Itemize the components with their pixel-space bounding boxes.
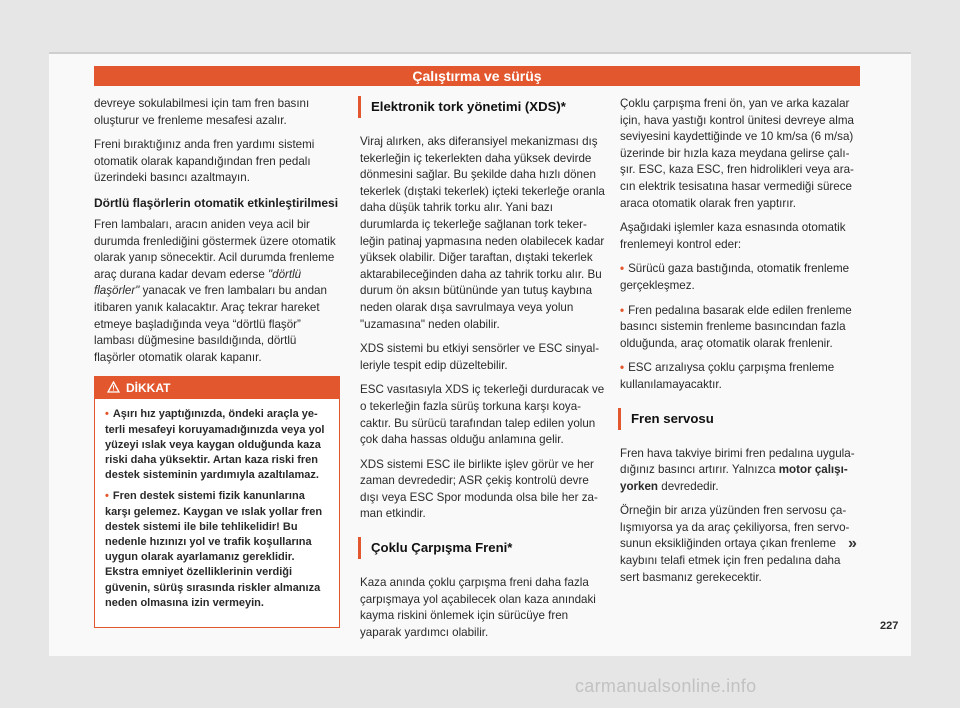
text: devrededir. [658, 479, 719, 493]
continue-marker: » [848, 535, 857, 552]
chapter-header: Çalıştırma ve sürüş [94, 66, 860, 86]
list-item [620, 303, 860, 353]
paragraph: Aşağıdaki işlemler kaza esnasında otomatik frenlemeyi kontrol eder: [620, 221, 846, 251]
list-item [620, 360, 860, 393]
list-item-text: Sürücü gaza bastığında, otomatik frenleme gerçekleşmez. [620, 262, 850, 292]
warning-item [105, 489, 329, 611]
text: Fren hava takviye birimi fren pedalına uyguladığınız basıncı artırır. Yalnızca [620, 446, 855, 477]
list-item-text: Fren pedalına basarak elde edilen frenleme basıncı sistemin frenleme basıncından fazla olduğunda, araç otomatik olarak frenlenir. [620, 303, 852, 350]
subheading-hazard-lights: Dörtlü flaşörlerin otomatik etkinleştirilmesi [94, 195, 339, 210]
text: Fren lambaları, aracın aniden veya acil bir durumda frenlediğini göstermek üzere otomatik olarak yanıp sönecektir. Acil durumda frenleme araç durana kadar devam ederse [94, 217, 336, 281]
paragraph: Kaza anında çoklu çarpışma freni daha fazla çarpışmaya yol açabilecek olan kaza anındaki kayma riskini önlemek için sürücüye fren yaparak yardımcı olabilir. [360, 576, 596, 639]
paragraph: Freni bıraktığınız anda fren yardımı sistemi otomatik olarak kapandığından fren pedalı üzerindeki basıncı azaltmayın. [94, 138, 315, 185]
list-item-text: ESC arızalıysa çoklu çarpışma frenleme kullanılamayacaktır. [620, 361, 835, 391]
text: yanacak ve fren lambaları bu andan itibaren yanık kalacaktır. Araç tekrar hareket etmeye başladığında veya “dörtlü flaşör” lambası düğmesine basıldığında, dörtlü flaşörler otomatik olarak kapanır. [94, 284, 327, 364]
paragraph: Çoklu çarpışma freni ön, yan ve arka kazalar için, hava yastığı kontrol ünitesi devreye alma seviyesini kaydettiğinde ve 10 km/sa (6 m/sa) üzerinde bir hızla kaza meydana gelirse çalışır. ESC, kaza ESC, fren hidrolikleri veya aracın elektrik tesisatına hasar vermediği sürece araca otomatik olarak fren yaptırır. [620, 97, 854, 210]
top-rule [49, 52, 911, 54]
paragraph-hazard-lights [94, 217, 340, 366]
paragraph: Viraj alırken, aks diferansiyel mekanizması dış tekerleğin iç tekerlekten daha yüksek devirde dönmesini sağlar. Bu şekilde daha hızlı dönen tekerlek (dıştaki tekerlek) içteki tekerleğe oranla daha düşük tahrik torku alır. Yani bazı durumlarda iç tekerleğe sağlanan tork tekerleğin patinaj yapmasına neden olabilecek kadar yüksek olabilir. Diğer taraftan, dıştaki tekerlek aktarabileceğinden daha az tahrik torku alır. Bu durum ön aksın bütününde yan tutuş kaybına neden olarak dışa savrulmaya veya yolun "uzamasına" neden olabilir. [360, 135, 605, 331]
warning-title: DİKKAT [126, 381, 171, 396]
list-item [620, 261, 860, 294]
bold-text: motor çalışıyorken [620, 463, 848, 493]
bullet-icon: • [620, 361, 625, 375]
paragraph: Örneğin bir arıza yüzünden fren servosu çalışmıyorsa ya da araç çekiliyorsa, fren servosunun eksikliğinden ortaya çıkan frenleme kaybını telafi etmek için fren pedalına daha sert basmanız gerekecektir. [620, 504, 850, 584]
column-right [620, 96, 860, 594]
warning-item-text: Aşırı hız yaptığınızda, öndeki araçla yeterli mesafeyi koruyamadığınızda veya yol yüzeyi ıslak veya kaygan olduğunda kaza riski daha yüksektir. Artan kaza riski fren destek sisteminin yardımıyla azaltılamaz. [105, 408, 325, 482]
emphasis-text: "dörtlü flaşörler" [94, 267, 302, 298]
bullet-icon: • [620, 303, 625, 317]
bullet-icon: • [105, 490, 109, 503]
section-heading-brake-servo: Fren servosu [618, 408, 860, 430]
bullet-icon: • [620, 262, 625, 276]
paragraph [620, 446, 860, 496]
paragraph: devreye sokulabilmesi için tam fren basını oluşturur ve frenleme mesafesi azalır. [94, 97, 310, 127]
paragraph: XDS sistemi ESC ile birlikte işlev görür ve her zaman devrededir; ASR çekiş kontrolü devre dışı veya ESC Spor modunda olsa bile her zaman etkindir. [360, 457, 598, 521]
warning-header [95, 377, 339, 399]
column-middle [360, 96, 606, 649]
watermark: carmanualsonline.info [575, 676, 757, 696]
warning-triangle-icon [107, 378, 120, 400]
page-number: 227 [880, 620, 899, 632]
warning-item [105, 407, 329, 483]
warning-body [95, 399, 339, 627]
paragraph: ESC vasıtasıyla XDS iç tekerleği durduracak ve o tekerleğin fazla sürüş torkuna karşı koyacaktır. Bu sürücü tarafından talep edilen yolun çok daha hassas olduğu anlamına gelir. [360, 383, 605, 447]
section-heading-xds: Elektronik tork yönetimi (XDS)* [358, 96, 606, 118]
section-heading-multi-collision-brake: Çoklu Çarpışma Freni* [358, 537, 606, 559]
bullet-icon: • [105, 408, 109, 421]
warning-item-text: Fren destek sistemi fizik kanunlarına karşı gelemez. Kaygan ve ıslak yollar fren destek sistemi ile bile tehlikelidir! Bu nedenle hızınızı yol ve trafik koşullarına uygun olarak ayarlamanız gereklidir. Ekstra emniyet özelliklerinin verdiği güvenin, sürüş sırasında riskler almanıza neden olmasına izin vermeyin. [105, 490, 323, 609]
warning-box [94, 376, 340, 628]
paragraph: XDS sistemi bu etkiyi sensörler ve ESC sinyalleriyle tespit edip düzeltebilir. [360, 342, 600, 372]
column-left [94, 96, 340, 628]
